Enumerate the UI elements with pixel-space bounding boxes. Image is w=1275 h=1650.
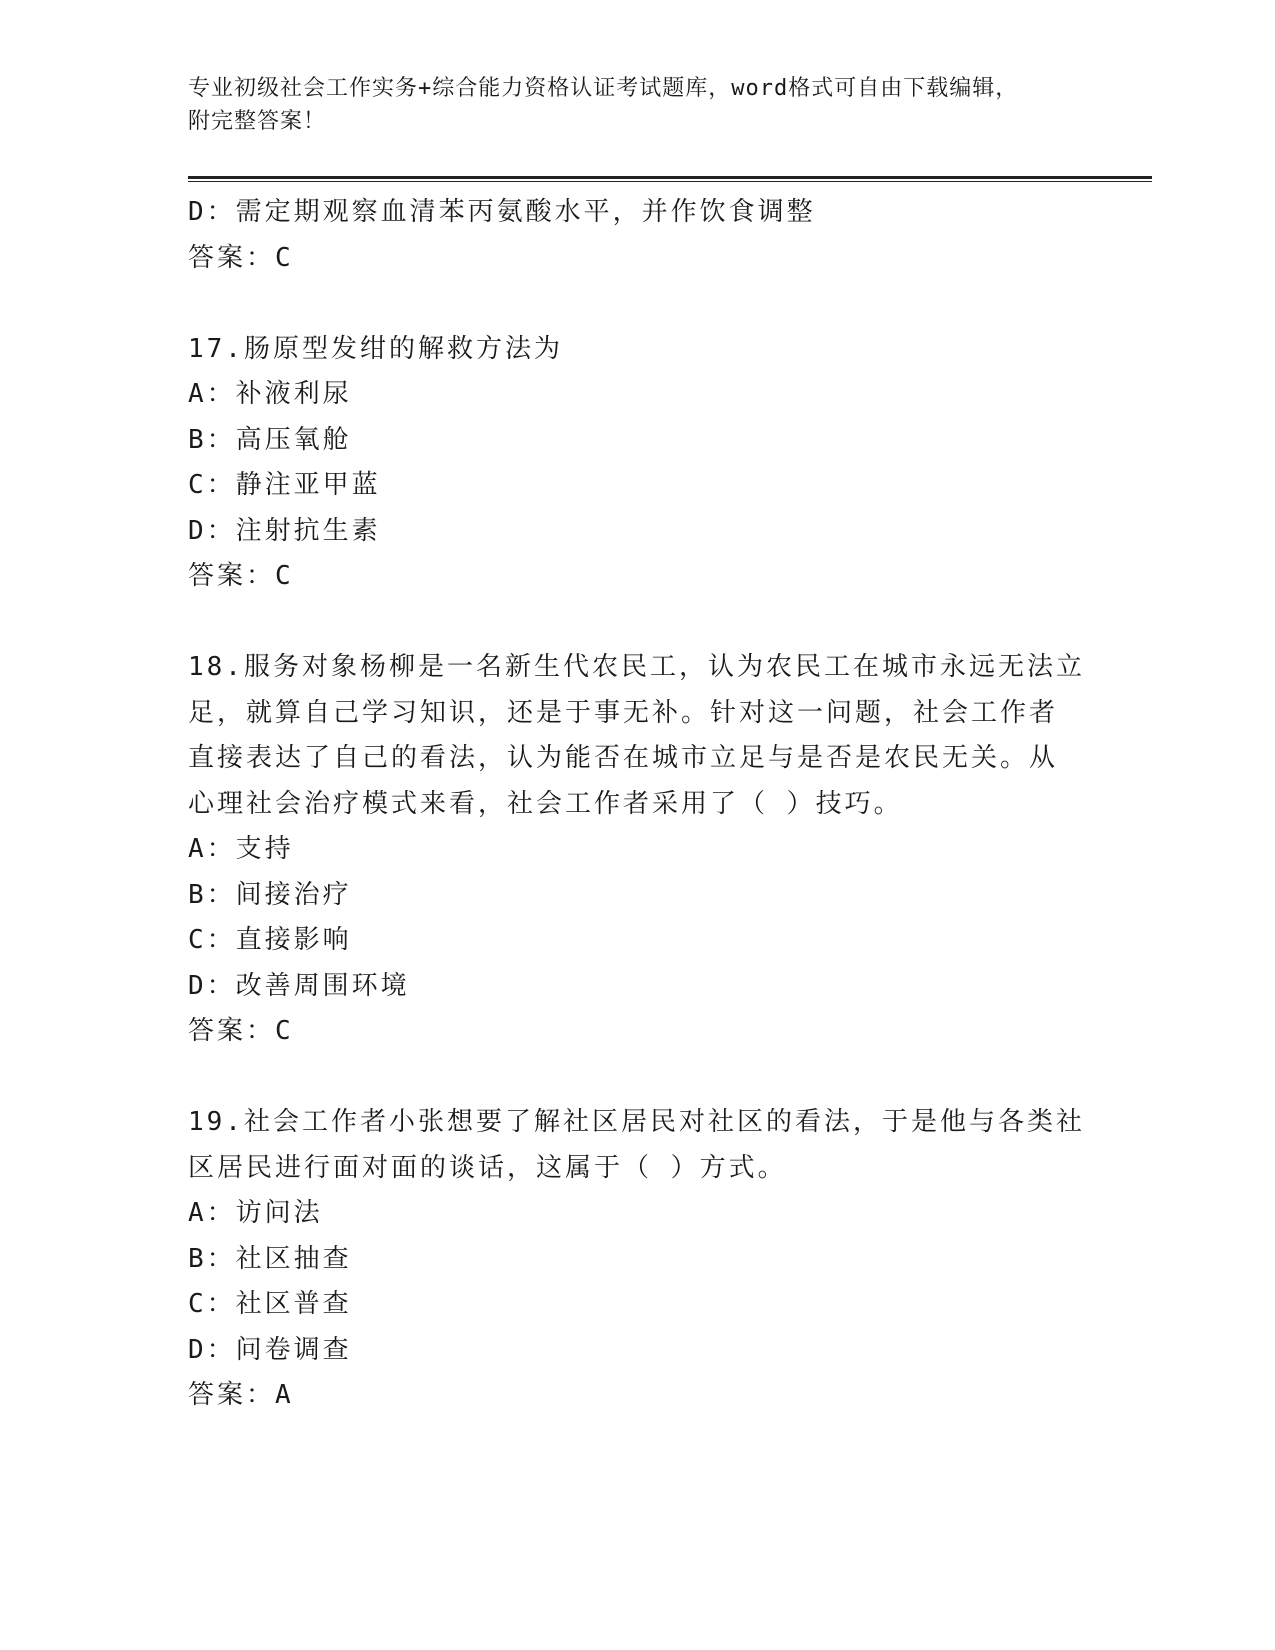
option-d: D：问卷调查 xyxy=(188,1334,352,1365)
answer: 答案：C xyxy=(188,561,294,591)
question-stem-line: 19.社会工作者小张想要了解社区居民对社区的看法，于是他与各类社 xyxy=(188,1107,1085,1137)
question-stem: 17.肠原型发绀的解救方法为 xyxy=(188,333,563,364)
option-a: A：访问法 xyxy=(188,1198,323,1228)
option-c: C：静注亚甲蓝 xyxy=(188,470,381,500)
spacer xyxy=(188,600,1088,646)
header-rule-thin xyxy=(188,181,1152,182)
option-a: A：支持 xyxy=(188,834,294,864)
option-a: A：补液利尿 xyxy=(188,379,352,409)
header-line-2: 附完整答案！ xyxy=(188,109,327,134)
document-header xyxy=(188,72,1088,138)
option-d: D：改善周围环境 xyxy=(188,970,410,1001)
option-b: B：间接治疗 xyxy=(188,879,352,910)
header-line-1: 专业初级社会工作实务+综合能力资格认证考试题库，word格式可自由下载编辑， xyxy=(188,76,1019,101)
option-c: C：直接影响 xyxy=(188,925,352,955)
question-stem-line: 直接表达了自己的看法，认为能否在城市立足与是否是农民无关。从 xyxy=(188,743,1059,773)
prev-option-d: D：需定期观察血清苯丙氨酸水平，并作饮食调整 xyxy=(188,197,816,227)
question-stem-line: 心理社会治疗模式来看，社会工作者采用了（ ）技巧。 xyxy=(188,788,903,819)
option-c: C：社区普查 xyxy=(188,1289,352,1319)
option-b: B：高压氧舱 xyxy=(188,424,352,455)
question-stem-line: 足，就算自己学习知识，还是于事无补。针对这一问题，社会工作者 xyxy=(188,697,1059,728)
question-18 xyxy=(188,645,1088,1055)
spacer xyxy=(188,281,1088,327)
option-d: D：注射抗生素 xyxy=(188,515,381,546)
question-17 xyxy=(188,327,1088,600)
question-stem-line: 区居民进行面对面的谈话，这属于（ ）方式。 xyxy=(188,1152,787,1183)
answer: 答案：C xyxy=(188,1016,294,1046)
prev-answer: 答案：C xyxy=(188,242,294,273)
answer: 答案：A xyxy=(188,1380,294,1410)
question-content xyxy=(188,190,1088,1419)
header-rule-thick xyxy=(188,176,1152,179)
option-b: B：社区抽查 xyxy=(188,1243,352,1274)
question-19 xyxy=(188,1100,1088,1419)
spacer xyxy=(188,1055,1088,1101)
question-stem-line: 18.服务对象杨柳是一名新生代农民工，认为农民工在城市永远无法立 xyxy=(188,652,1085,682)
